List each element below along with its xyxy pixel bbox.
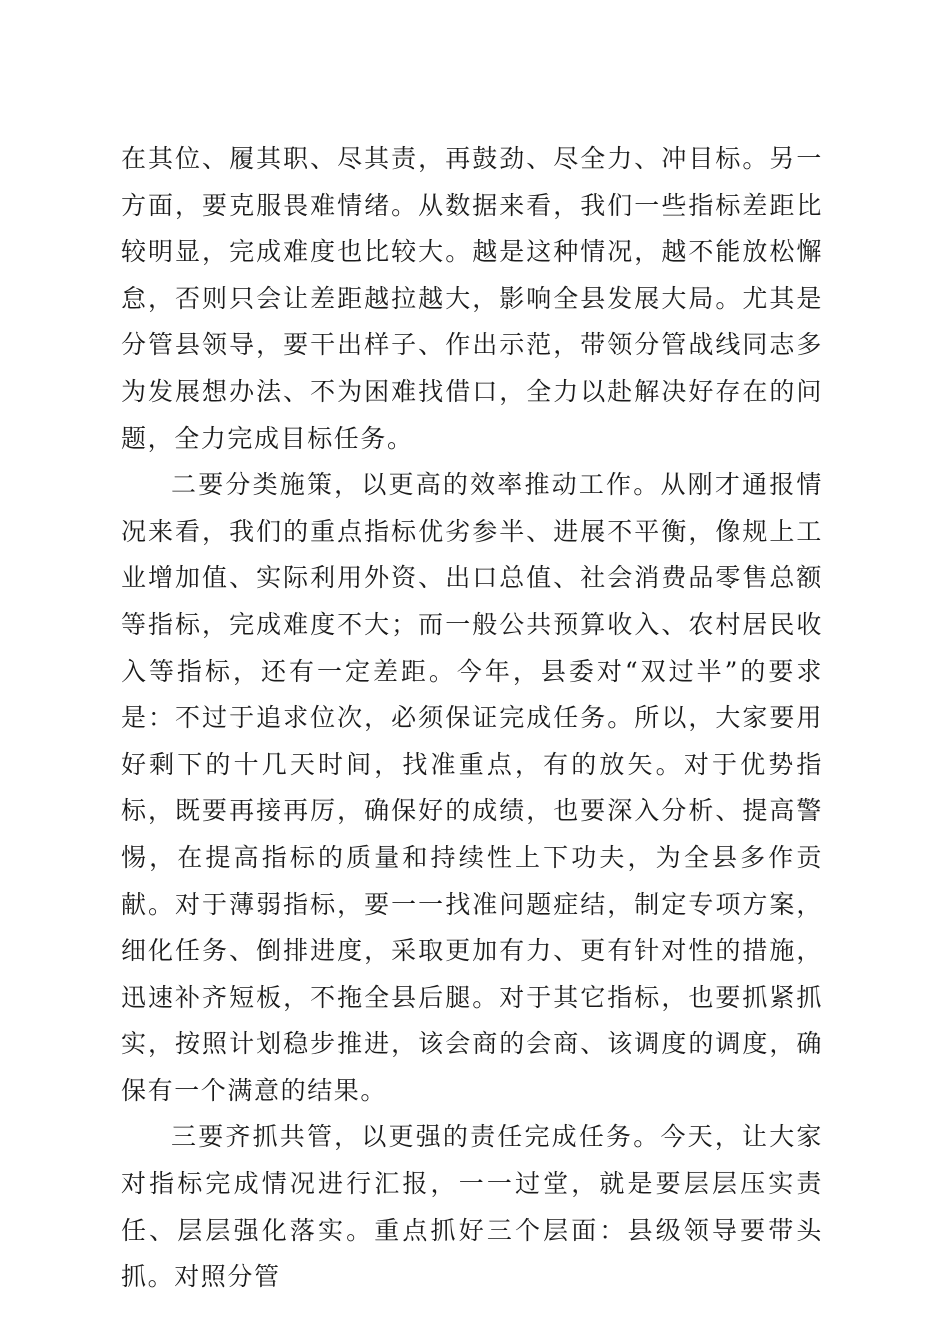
document-body — [121, 136, 823, 1301]
paragraph-1: 在其位、履其职、尽其责，再鼓劲、尽全力、冲目标。另一方面，要克服畏难情绪。从数据来看，我们一些指标差距比较明显，完成难度也比较大。越是这种情况，越不能放松懈怠，否则只会让差距越拉越大，影响全县发展大局。尤其是分管县领导，要干出样子、作出示范，带领分管战线同志多为发展想办法、不为困难找借口，全力以赴解决好存在的问题，全力完成目标任务。 — [121, 144, 823, 453]
paragraph-2: 二要分类施策，以更高的效率推动工作。从刚才通报情况来看，我们的重点指标优劣参半、进展不平衡，像规上工业增加值、实际利用外资、出口总值、社会消费品零售总额等指标，完成难度不大；而一般公共预算收入、农村居民收入等指标，还有一定差距。今年，县委对“双过半”的要求是：不过于追求位次，必须保证完成任务。所以，大家要用好剩下的十几天时间，找准重点，有的放矢。对于优势指标，既要再接再厉，确保好的成绩，也要深入分析、提高警惕，在提高指标的质量和持续性上下功夫，为全县多作贡献。对于薄弱指标，要一一找准问题症结，制定专项方案，细化任务、倒排进度，采取更加有力、更有针对性的措施，迅速补齐短板，不拖全县后腿。对于其它指标，也要抓紧抓实，按照计划稳步推进，该会商的会商、该调度的调度，确保有一个满意的结果。 — [121, 470, 823, 1105]
paragraph-3: 三要齐抓共管，以更强的责任完成任务。今天，让大家对指标完成情况进行汇报，一一过堂，就是要层层压实责任、层层强化落实。重点抓好三个层面：县级领导要带头抓。对照分管 — [121, 1122, 823, 1292]
